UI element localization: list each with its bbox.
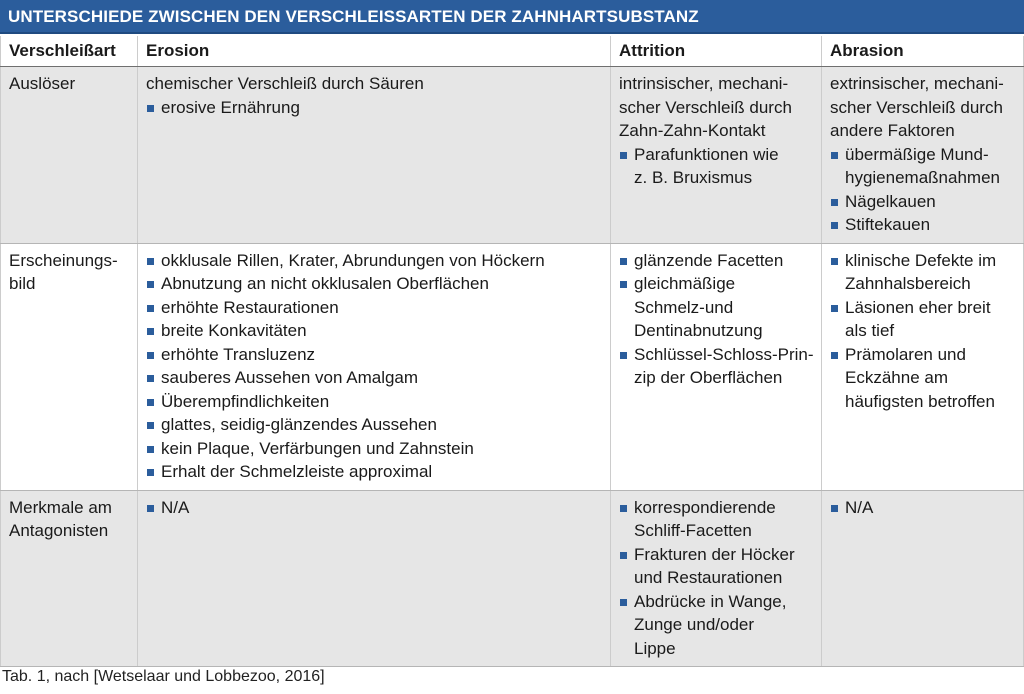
- bullet-item: [830, 213, 1016, 237]
- bullet-item: [830, 143, 1016, 190]
- bullet-item-line: häufigsten betroffen: [845, 391, 995, 411]
- bullet-item-line: zip der Oberflächen: [634, 368, 783, 387]
- bullet-list: [146, 249, 603, 484]
- cell-attrition: [611, 243, 822, 490]
- bullet-item-line: Schmelz-und: [634, 297, 734, 317]
- bullet-item-line: N/A: [845, 497, 874, 517]
- bullet-item-line: übermäßige Mund-: [845, 144, 989, 164]
- row-label: [1, 67, 138, 244]
- bullet-list: [146, 96, 603, 120]
- bullet-item: [146, 319, 603, 343]
- cell-abrasion: [822, 67, 1024, 244]
- bullet-item-line: N/A: [161, 497, 190, 517]
- column-header-verschleissart: Verschleißart: [1, 36, 138, 67]
- intro-line: andere Faktoren: [830, 121, 955, 140]
- row-label-line: Merkmale am: [9, 497, 112, 517]
- bullet-item-line: Schlüssel-Schloss-Prin-: [634, 344, 814, 364]
- bullet-item: [146, 496, 603, 520]
- bullet-item: [146, 366, 603, 390]
- bullet-item-line: korrespondierende: [634, 497, 776, 517]
- bullet-list: [619, 249, 814, 390]
- intro-line: Zahn-Zahn-Kontakt: [619, 121, 766, 140]
- bullet-item: [146, 413, 603, 437]
- row-label: [1, 490, 138, 667]
- bullet-item: [146, 437, 603, 461]
- bullet-item-line: als tief: [845, 321, 895, 340]
- bullet-item-line: Überempfindlichkeiten: [161, 391, 330, 411]
- intro-line: chemischer Verschleiß durch Säuren: [146, 74, 424, 93]
- bullet-item: [146, 460, 603, 484]
- intro-line: scher Verschleiß durch: [619, 97, 792, 117]
- bullet-list: [146, 496, 603, 520]
- bullet-item-line: glänzende Facetten: [634, 250, 784, 270]
- bullet-list: [619, 143, 814, 190]
- bullet-item-line: Stiftekauen: [845, 215, 931, 234]
- cell-intro-text: [146, 72, 603, 96]
- bullet-list: [830, 496, 1016, 520]
- row-erscheinungsbild: [1, 243, 1024, 490]
- bullet-item: [830, 496, 1016, 520]
- intro-line: intrinsischer, mechani-: [619, 74, 789, 93]
- bullet-item-line: Schliff-Facetten: [634, 521, 752, 540]
- intro-line: scher Verschleiß durch: [830, 97, 1003, 117]
- intro-line: extrinsischer, mechani-: [830, 74, 1004, 93]
- table-caption: Tab. 1, nach [Wetselaar und Lobbezoo, 2016]: [2, 668, 325, 685]
- bullet-item: [619, 343, 814, 390]
- bullet-item-line: Prämolaren und: [845, 344, 966, 364]
- cell-abrasion: [822, 490, 1024, 667]
- row-label: [1, 243, 138, 490]
- bullet-item-line: Abdrücke in Wange,: [634, 591, 787, 611]
- row-ausloeser: [1, 67, 1024, 244]
- bullet-item-line: Erhalt der Schmelzleiste approximal: [161, 462, 433, 481]
- bullet-item: [619, 543, 814, 590]
- bullet-item-line: z. B. Bruxismus: [634, 168, 753, 187]
- bullet-item-line: Zahnhalsbereich: [845, 274, 971, 293]
- bullet-item-line: glattes, seidig-glänzendes Aussehen: [161, 415, 437, 434]
- bullet-item-line: kein Plaque, Verfärbungen und Zahnstein: [161, 438, 474, 458]
- bullet-item-line: Lippe: [634, 638, 676, 658]
- bullet-item-line: und Restaurationen: [634, 568, 783, 587]
- bullet-item-line: Läsionen eher breit: [845, 297, 991, 317]
- bullet-item-line: okklusale Rillen, Krater, Abrundungen von Höckern: [161, 250, 545, 270]
- bullet-item-line: Abnutzung an nicht okklusalen Oberflächen: [161, 274, 489, 293]
- bullet-item-line: hygienemaßnahmen: [845, 168, 1000, 187]
- row-label-line: bild: [9, 274, 36, 293]
- bullet-item: [619, 272, 814, 343]
- bullet-item-line: Nägelkauen: [845, 191, 936, 211]
- table-title: UNTERSCHIEDE ZWISCHEN DEN VERSCHLEISSARTEN DER ZAHNHARTSUBSTANZ: [0, 0, 1024, 34]
- cell-attrition: [611, 490, 822, 667]
- bullet-item: [830, 343, 1016, 414]
- bullet-item: [146, 296, 603, 320]
- bullet-item: [619, 143, 814, 190]
- bullet-item: [830, 296, 1016, 343]
- bullet-item: [146, 390, 603, 414]
- bullet-item: [146, 249, 603, 273]
- cell-intro-text: [619, 72, 814, 143]
- cell-abrasion: [822, 243, 1024, 490]
- bullet-item-line: Frakturen der Höcker: [634, 544, 795, 564]
- cell-erosion: [138, 67, 611, 244]
- column-header-attrition: Attrition: [611, 36, 822, 67]
- cell-attrition: [611, 67, 822, 244]
- wear-types-table: [0, 36, 1024, 667]
- bullet-item: [146, 96, 603, 120]
- bullet-list: [830, 143, 1016, 237]
- row-label-line: Antagonisten: [9, 521, 109, 540]
- bullet-item-line: klinische Defekte im: [845, 250, 997, 270]
- column-header-erosion: Erosion: [138, 36, 611, 67]
- cell-erosion: [138, 243, 611, 490]
- cell-intro-text: [830, 72, 1016, 143]
- bullet-item: [619, 496, 814, 543]
- bullet-item-line: Parafunktionen wie: [634, 144, 779, 164]
- bullet-item-line: erosive Ernährung: [161, 97, 300, 117]
- bullet-item: [830, 249, 1016, 296]
- bullet-item-line: Dentinabnutzung: [634, 321, 763, 340]
- bullet-item: [619, 249, 814, 273]
- bullet-item-line: Eckzähne am: [845, 368, 948, 387]
- column-header-abrasion: Abrasion: [822, 36, 1024, 67]
- bullet-item: [830, 190, 1016, 214]
- row-label-line: Erscheinungs-: [9, 250, 118, 270]
- bullet-list: [619, 496, 814, 661]
- bullet-item-line: erhöhte Restaurationen: [161, 297, 339, 317]
- bullet-item-line: sauberes Aussehen von Amalgam: [161, 368, 419, 387]
- row-merkmale-antagonisten: [1, 490, 1024, 667]
- cell-erosion: [138, 490, 611, 667]
- bullet-item-line: Zunge und/oder: [634, 615, 755, 634]
- row-label-line: Auslöser: [9, 74, 76, 93]
- bullet-item-line: gleichmäßige: [634, 274, 736, 293]
- bullet-item-line: breite Konkavitäten: [161, 321, 307, 340]
- bullet-item: [146, 272, 603, 296]
- bullet-item: [146, 343, 603, 367]
- bullet-list: [830, 249, 1016, 414]
- bullet-item-line: erhöhte Transluzenz: [161, 344, 316, 364]
- table-header-row: [1, 36, 1024, 67]
- bullet-item: [619, 590, 814, 661]
